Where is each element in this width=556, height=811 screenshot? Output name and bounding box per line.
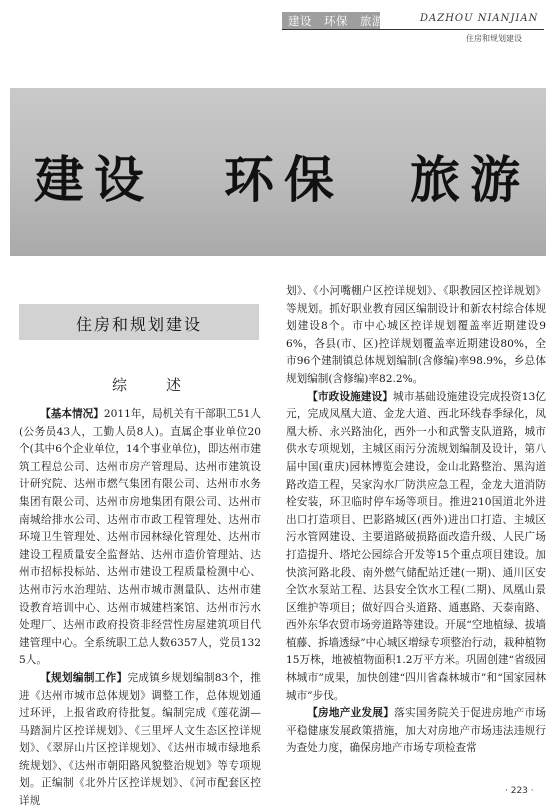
paragraph-heading: 【规划编制工作】	[40, 671, 128, 684]
left-column	[19, 406, 261, 811]
paragraph-planning	[19, 670, 261, 811]
section-title-box	[19, 304, 259, 340]
header-tab-bar	[282, 12, 384, 29]
banner-word-construction: 建设	[34, 150, 154, 209]
header-rule	[282, 29, 544, 30]
paragraph-municipal	[286, 389, 546, 706]
paragraph-heading: 【房地产业发展】	[307, 707, 395, 720]
paragraph-heading: 【市政设施建设】	[307, 390, 394, 403]
header-english-title: DAZHOU NIANJIAN	[420, 13, 539, 24]
header-tabs: 建设 环保 旅游	[288, 14, 384, 28]
paragraph-text: 城市基础设施建设完成投资13亿元，完成凤凰大道、金龙大道、西北环线春季绿化，凤凰大桥、永兴路油化，西外一小和武警支队道路，城市供水专项规划，主城区雨污分流规划编制及设计，第八届中国(重庆)园林博览会建设，金山北路整治、黑沟道路改造工程，吴家沟水厂防洪应急工程，金龙大道消防栓安装，环卫临时停车场等项目。推进210国道北外进出口打造项目、巴影路城区(西外)进出口打造、主城区污水管网建设、主要道路破损路面改造升级、人民广场打造提升、塔坨公园综合开发等15个重点项目建设。加快滨河路北段、南外燃气储配站迁建(一期)、通川区安全饮水泵站工程、达县安全饮水工程(二期)、凤凰山景区维护等项目；做好四合头道路、通惠路、天泰南路、西外东华农贸市场旁道路等建设。开展“空地植绿、拔墙植藤、拆墙透绿”中心城区增绿专项整治行动，栽种植物15万株，地被植物面积1.2万平方米。巩固创建“省级园林城市”成果，加快创建“四川省森林城市”和“国家园林城市”步伐。	[286, 390, 546, 702]
paragraph-basic-info	[19, 406, 261, 670]
subtitle: 综 述	[112, 376, 194, 394]
page-number: · 223 ·	[505, 786, 534, 796]
header-section-label: 住房和规划建设	[466, 34, 522, 43]
right-column	[286, 283, 546, 758]
paragraph-text: 落实国务院关于促进房地产市场平稳健康发展政策措施，加大对房地产市场违法违规行为查处力度，确保房地产市场专项检查常	[286, 707, 547, 755]
paragraph-text: 划》、《小河嘴棚户区控详规划》、《职教园区控详规划》等规划。抓好职业教育园区编制设计和新农村综合体规划建设8个。市中心城区控详规划覆盖率近期建设96%，各县(市、区)控详规划覆盖率近期建设80%，全市96个建制镇总体规划编制(含修编)率98.9%，乡总体规划编制(含修编)率82.2%。	[286, 285, 546, 385]
banner-word-tourism: 旅游	[410, 150, 530, 209]
paragraph-planning-continued	[286, 283, 546, 389]
paragraph-real-estate	[286, 705, 546, 758]
banner-word-environment: 环保	[224, 150, 344, 209]
chapter-banner	[10, 88, 546, 256]
paragraph-text: 完成镇乡规划编制83个，推进《达州市城市总体规划》调整工作，总体规划通过环评，上报省政府待批复。编制完成《莲花湖—马踏洞片区控详规划》、《三里坪人文生态区控详规划》、《翠屏山片区控详规划》、《达州市城市绿地系统规划》、《达州市朝阳路风貌整治规划》等专项规划。正编制《北外片区控详规划》、《河市配套区控详规	[19, 671, 261, 808]
section-title: 住房和规划建设	[75, 315, 202, 334]
paragraph-heading: 【基本情况】	[40, 408, 104, 420]
paragraph-text: 2011年，局机关有干部职工51人(公务员43人，工勤人员8人)。直属企事业单位20个(其中6个企业单位，14个事业单位)，即达州市建筑工程总公司、达州市房产管理局、达州市建筑设计研究院、达州市燃气集团有限公司、达州市水务集团有限公司、达州市房地集团有限公司、达州市南城给排水公司、达州市市政工程管理处、达州市环境卫生管理处、达州市园林绿化管理处、达州市建设工程质量安全监督站、达州市造价管理站、达州市招标投标站、达州市建设工程质量检测中心、达州市污水治理站、达州市城市测量队、达州市建设教育培训中心、达州市城建档案馆、达州市污水处理厂、达州市政府投资非经营性房屋建筑项目代建管理中心。全系统职工总人数6357人，党员1325人。	[19, 408, 261, 667]
